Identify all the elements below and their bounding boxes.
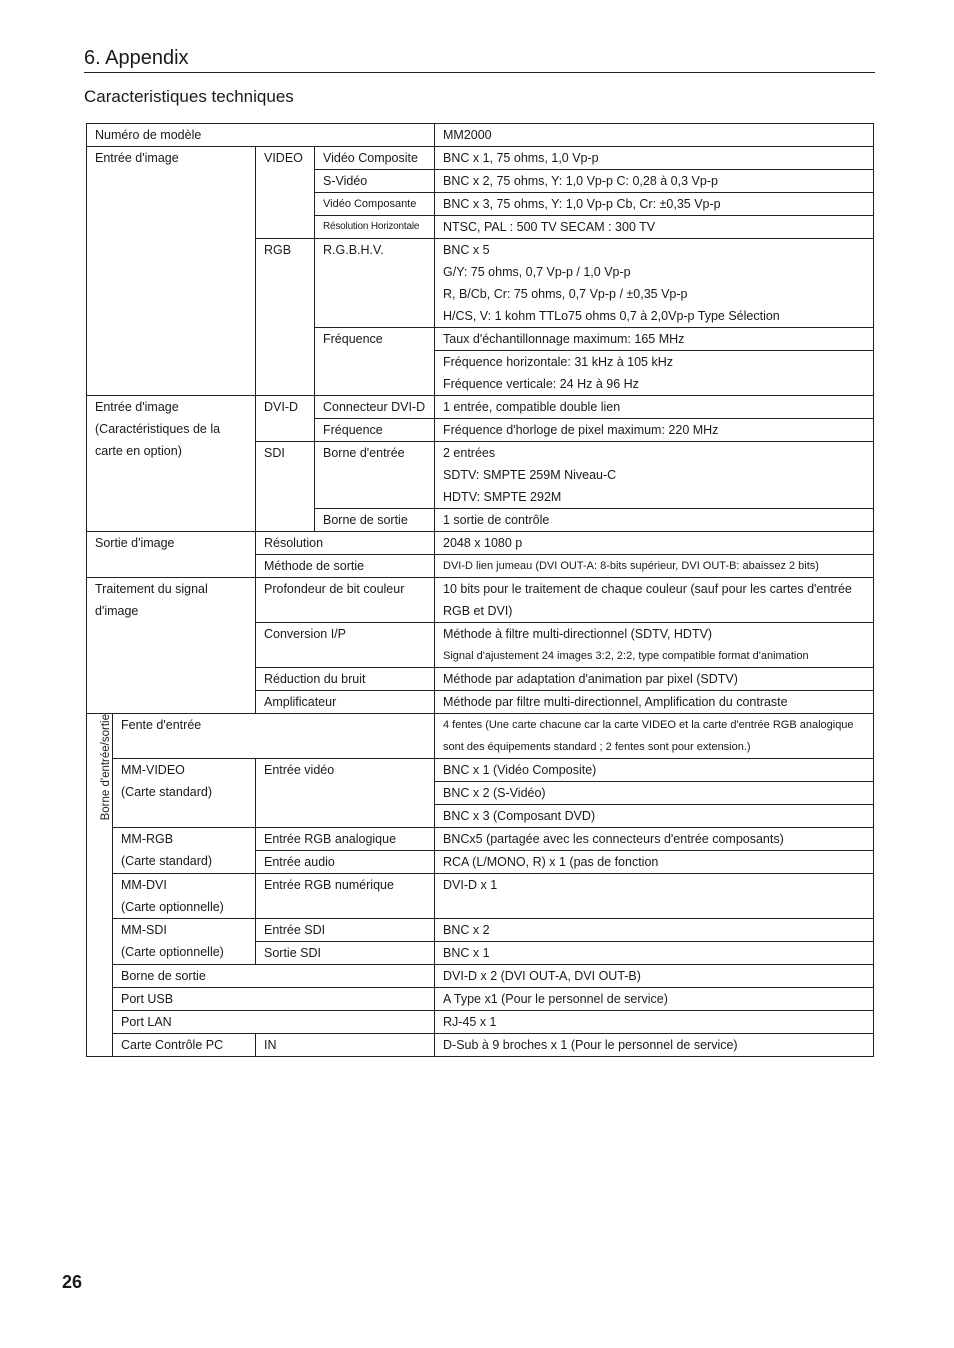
page-header: [84, 46, 875, 73]
spec-value: Taux d'échantillonnage maximum: 165 MHz: [435, 328, 874, 351]
spec-name: Connecteur DVI-D: [315, 396, 435, 419]
card-name: [113, 828, 256, 874]
value-line: HDTV: SMPTE 292M: [443, 490, 562, 504]
spec-name: Entrée RGB numérique: [256, 874, 435, 919]
page-number: 26: [62, 1272, 83, 1292]
table-row: [87, 759, 874, 782]
spec-value: [435, 239, 874, 328]
spec-name: Sortie SDI: [256, 942, 435, 965]
table-row: [87, 965, 874, 988]
card-name: [113, 874, 256, 919]
value-line: 2 entrées: [443, 446, 496, 460]
spec-value: BNCx5 (partagée avec les connecteurs d'entrée composants): [435, 828, 874, 851]
table-row: [87, 396, 874, 419]
spec-value: BNC x 1: [435, 942, 874, 965]
traitement-label: Traitement du signal d'image: [87, 578, 256, 714]
table-row: [87, 1011, 874, 1034]
spec-value: 2048 x 1080 p: [435, 532, 874, 555]
card-line: MM-DVI: [121, 878, 167, 892]
rgb-group-label: RGB: [256, 239, 315, 396]
card-line: MM-SDI: [121, 923, 167, 937]
table-row: [87, 147, 874, 170]
spec-name: Entrée RGB analogique: [256, 828, 435, 851]
spec-name: Fréquence: [315, 419, 435, 442]
card-name: [113, 919, 256, 965]
spec-value: DVI-D x 1: [435, 874, 874, 919]
value-line: Méthode à filtre multi-directionnel (SDTV, HDTV): [443, 627, 713, 641]
sortie-image-label: Sortie d'image: [87, 532, 256, 578]
spec-name: Amplificateur: [256, 691, 435, 714]
video-group-label: VIDEO: [256, 147, 315, 239]
spec-value: Fréquence horizontale: 31 kHz à 105 kHz: [435, 351, 874, 374]
table-row: [87, 578, 874, 623]
value-line: H/CS, V: 1 kohm TTLo75 ohms 0,7 à 2,0Vp-p Type Sélection: [443, 309, 780, 323]
spec-name: Résolution: [256, 532, 435, 555]
vertical-text: Borne d'entrée/sortie: [100, 714, 112, 821]
value-line: G/Y: 75 ohms, 0,7 Vp-p / 1,0 Vp-p: [443, 265, 631, 279]
spec-name: Borne d'entrée: [315, 442, 435, 509]
spec-value: BNC x 2: [435, 919, 874, 942]
label-line: (Caractéristiques de la: [95, 422, 221, 436]
spec-value: Méthode par adaptation d'animation par pixel (SDTV): [435, 668, 874, 691]
card-line: (Carte optionnelle): [121, 900, 224, 914]
spec-value: BNC x 3, 75 ohms, Y: 1,0 Vp-p Cb, Cr: ±0,35 Vp-p: [435, 193, 874, 216]
spec-name: Résolution Horizontale: [315, 216, 435, 239]
table-row: [87, 124, 874, 147]
card-line: (Carte standard): [121, 854, 213, 868]
spec-value: 1 sortie de contrôle: [435, 509, 874, 532]
borne-vertical-label: [87, 714, 113, 1057]
value-line: SDTV: SMPTE 259M Niveau-C: [443, 468, 617, 482]
spec-name: Vidéo Composante: [315, 193, 435, 216]
value-line: Signal d'ajustement 24 images 3:2, 2:2, type compatible format d'animation: [443, 650, 809, 662]
spec-value: A Type x1 (Pour le personnel de service): [435, 988, 874, 1011]
value-line: R, B/Cb, Cr: 75 ohms, 0,7 Vp-p / ±0,35 Vp-p: [443, 287, 688, 301]
card-name: [113, 759, 256, 828]
table-row: [87, 532, 874, 555]
spec-value: 10 bits pour le traitement de chaque couleur (sauf pour les cartes d'entrée RGB et DVI): [435, 578, 874, 623]
spec-value: Méthode par filtre multi-directionnel, Amplification du contraste: [435, 691, 874, 714]
table-row: [87, 919, 874, 942]
spec-name: Profondeur de bit couleur: [256, 578, 435, 623]
spec-name: Carte Contrôle PC: [113, 1034, 256, 1057]
table-row: [87, 828, 874, 851]
page-subtitle: Caracteristiques techniques: [84, 87, 294, 106]
spec-value: BNC x 2 (S-Vidéo): [435, 782, 874, 805]
spec-name: Borne de sortie: [315, 509, 435, 532]
spec-value: [435, 442, 874, 509]
spec-value: DVI-D lien jumeau (DVI OUT-A: 8-bits supérieur, DVI OUT-B: abaissez 2 bits): [435, 555, 874, 578]
value-line: BNC x 5: [443, 243, 490, 257]
spec-value: [435, 623, 874, 668]
spec-name: Port USB: [113, 988, 435, 1011]
dvi-group-label: DVI-D: [256, 396, 315, 442]
card-line: (Carte optionnelle): [121, 945, 224, 959]
spec-value: BNC x 3 (Composant DVD): [435, 805, 874, 828]
spec-name: Réduction du bruit: [256, 668, 435, 691]
spec-name: Entrée vidéo: [256, 759, 435, 828]
entree-option-label: [87, 396, 256, 532]
spec-value: D-Sub à 9 broches x 1 (Pour le personnel de service): [435, 1034, 874, 1057]
entree-image-label: Entrée d'image: [87, 147, 256, 396]
spec-value: RJ-45 x 1: [435, 1011, 874, 1034]
spec-name: Fréquence: [315, 328, 435, 396]
spec-name: Méthode de sortie: [256, 555, 435, 578]
spec-name: Entrée audio: [256, 851, 435, 874]
card-line: MM-VIDEO: [121, 763, 185, 777]
spec-name: Vidéo Composite: [315, 147, 435, 170]
table-row: [87, 988, 874, 1011]
label-line: carte en option): [95, 444, 182, 458]
card-line: MM-RGB: [121, 832, 174, 846]
card-line: (Carte standard): [121, 785, 213, 799]
label-line: Entrée d'image: [95, 400, 179, 414]
spec-value: BNC x 1, 75 ohms, 1,0 Vp-p: [435, 147, 874, 170]
spec-name: R.G.B.H.V.: [315, 239, 435, 328]
model-label: Numéro de modèle: [87, 124, 435, 147]
spec-value: BNC x 2, 75 ohms, Y: 1,0 Vp-p C: 0,28 à 0,3 Vp-p: [435, 170, 874, 193]
spec-value: Fréquence verticale: 24 Hz à 96 Hz: [435, 373, 874, 396]
spec-value: 1 entrée, compatible double lien: [435, 396, 874, 419]
spec-value: NTSC, PAL : 500 TV SECAM : 300 TV: [435, 216, 874, 239]
spec-name: S-Vidéo: [315, 170, 435, 193]
spec-value: 4 fentes (Une carte chacune car la carte VIDEO et la carte d'entrée RGB analogique sont des équipements standard ; 2 fentes sont pour extension.): [435, 714, 874, 759]
spec-name: Port LAN: [113, 1011, 435, 1034]
spec-name: Fente d'entrée: [113, 714, 435, 759]
section-title: 6. Appendix: [84, 47, 189, 69]
spec-value: BNC x 1 (Vidéo Composite): [435, 759, 874, 782]
spec-name: IN: [256, 1034, 435, 1057]
table-row: [87, 1034, 874, 1057]
spec-name: Borne de sortie: [113, 965, 435, 988]
table-row: [87, 714, 874, 759]
spec-value: DVI-D x 2 (DVI OUT-A, DVI OUT-B): [435, 965, 874, 988]
spec-name: Conversion I/P: [256, 623, 435, 668]
sdi-group-label: SDI: [256, 442, 315, 532]
spec-value: Fréquence d'horloge de pixel maximum: 220 MHz: [435, 419, 874, 442]
spec-table: [86, 123, 874, 1057]
spec-value: RCA (L/MONO, R) x 1 (pas de fonction: [435, 851, 874, 874]
spec-name: Entrée SDI: [256, 919, 435, 942]
model-value: MM2000: [435, 124, 874, 147]
